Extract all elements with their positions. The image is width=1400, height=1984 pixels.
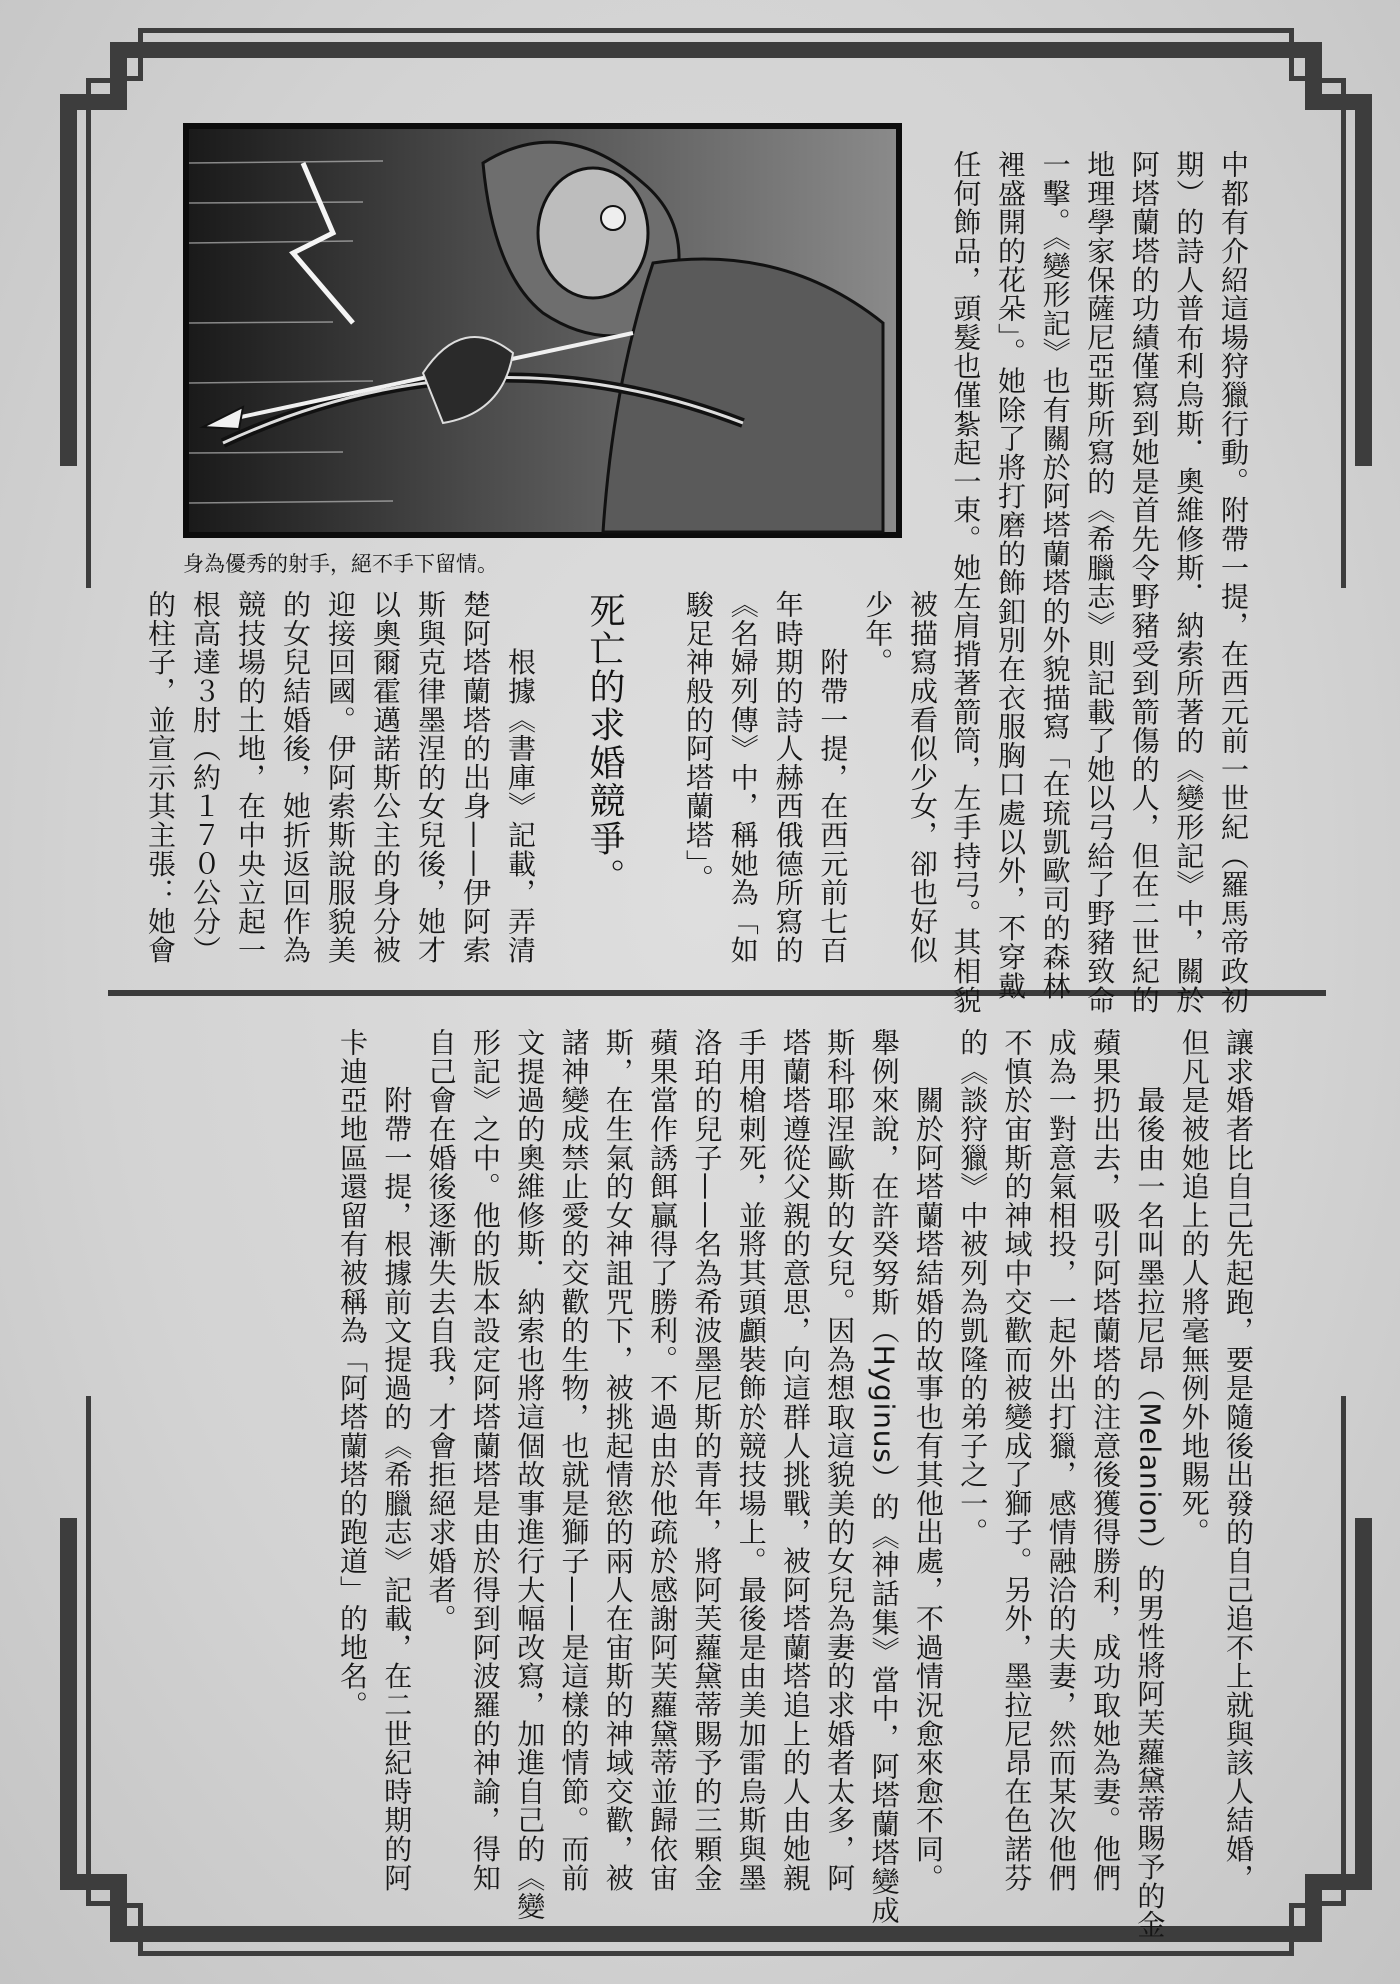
text-column: 少年。 (861, 590, 895, 677)
text-column: 《名婦列傳》中，稱她為「如 (726, 590, 760, 965)
text-column: 最後由一名叫墨拉尼昂（Melanion）的男性將阿芙蘿黛蒂賜予的金 (1133, 1028, 1167, 1939)
text-column: 不慎於宙斯的神域中交歡而被變成了獅子。另外，墨拉尼昂在色諾芬 (1000, 1028, 1034, 1892)
text-column: 被描寫成看似少女，卻也好似 (906, 590, 939, 965)
text-column: 諸神變成禁止愛的交歡的生物，也就是獅子——是這樣的情節。而前 (557, 1028, 591, 1892)
text-column: 塔蘭塔遵從父親的意思，向這群人挑戰，被阿塔蘭塔追上的人由她親 (779, 1028, 812, 1892)
figure-caption: 身為優秀的射手，絕不手下留情。 (183, 552, 498, 576)
text-column: 迎接回國。伊阿索斯說服貌美 (324, 590, 357, 965)
text-column: 形記》之中。他的版本設定阿塔蘭塔是由於得到阿波羅的神諭，得知 (468, 1028, 502, 1892)
text-column: 卡迪亞地區還留有被稱為「阿塔蘭塔的跑道」的地名。 (336, 1028, 369, 1720)
text-column: 以奧爾霍邁諾斯公主的身分被 (369, 590, 402, 965)
text-column: 根據《書庫》記載，弄清 (504, 590, 537, 965)
text-column: 洛珀的兒子——名為希波墨尼斯的青年，將阿芙蘿黛蒂賜予的三顆金 (690, 1028, 724, 1892)
text-column: 成為一對意氣相投，一起外出打獵，感情融洽的夫妻，然而某次他們 (1044, 1028, 1078, 1892)
text-column: 蘋果當作誘餌贏得了勝利。不過由於他疏於感謝阿芙蘿黛蒂並歸依宙 (646, 1028, 680, 1892)
text-column: 期）的詩人普布利烏斯．奧維修斯．納索所著的《變形記》中，關於 (1172, 150, 1206, 1014)
text-column: 楚阿塔蘭塔的出身——伊阿索 (459, 590, 492, 965)
text-column: 斯科耶涅歐斯的女兒。因為想取這貌美的女兒為妻的求婚者太多，阿 (823, 1028, 857, 1892)
text-column: 斯，在生氣的女神詛咒下，被挑起情慾的兩人在宙斯的神域交歡，被 (601, 1028, 635, 1892)
section-heading: 死亡的求婚競爭。 (584, 592, 625, 896)
text-column: 裡盛開的花朵」。她除了將打磨的飾釦別在衣服胸口處以外，不穿戴 (994, 150, 1027, 1000)
text-column: 駿足神般的阿塔蘭塔」。 (682, 590, 715, 893)
text-column: 文提過的奧維修斯．納索也將這個故事進行大幅改寫，加進自己的《變 (513, 1028, 547, 1921)
text-column: 關於阿塔蘭塔結婚的故事也有其他出處，不過情況愈來愈不同。 (911, 1028, 945, 1892)
text-column: 的女兒結婚後，她折返回作為 (279, 590, 312, 965)
text-column: 自己會在婚後逐漸失去自我，才會拒絕求婚者。 (424, 1028, 458, 1633)
text-column: 年時期的詩人赫西俄德所寫的 (771, 590, 805, 965)
text-column: 中都有介紹這場狩獵行動。附帶一提，在西元前一世紀（羅馬帝政初 (1217, 150, 1250, 1014)
text-column: 一擊。《變形記》也有關於阿塔蘭塔的外貌描寫「在琉凱歐司的森林 (1038, 150, 1072, 1000)
text-column: 斯與克律墨涅的女兒後，她才 (414, 590, 447, 965)
text-column: 的《談狩獵》中被列為凱隆的弟子之一。 (956, 1028, 990, 1547)
text-column: 根高達３肘（約１７０公分） (189, 590, 222, 965)
text-column: 附帶一提，在西元前七百 (816, 590, 850, 965)
text-column: 手用槍刺死，並將其頭顱裝飾於競技場上。最後是由美加雷烏斯與墨 (734, 1028, 768, 1892)
text-column: 任何飾品，頭髮也僅紮起一束。她左肩揹著箭筒，左手持弓。其相貌 (949, 150, 983, 1014)
text-column: 附帶一提，根據前文提過的《希臘志》記載，在二世紀時期的阿 (380, 1028, 414, 1892)
text-column: 的柱子，並宣示其主張：她會 (144, 590, 177, 965)
text-column: 蘋果扔出去，吸引阿塔蘭塔的注意後獲得勝利，成功取她為妻。他們 (1089, 1028, 1123, 1892)
manga-illustration-archer (183, 123, 902, 538)
text-column: 讓求婚者比自己先起跑，要是隨後出發的自己追不上就與該人結婚， (1222, 1028, 1255, 1892)
text-column: 阿塔蘭塔的功績僅寫到她是首先令野豬受到箭傷的人，但在二世紀的 (1127, 150, 1161, 1014)
text-column: 舉例來說，在許癸努斯（Hyginus）的《神話集》當中，阿塔蘭塔變成 (867, 1028, 901, 1925)
text-column: 但凡是被她追上的人將毫無例外地賜死。 (1177, 1028, 1211, 1547)
archer-drawing (183, 123, 902, 538)
text-column: 競技場的土地，在中央立起一 (234, 590, 267, 965)
text-column: 地理學家保薩尼亞斯所寫的《希臘志》則記載了她以弓給了野豬致命 (1083, 150, 1117, 1014)
